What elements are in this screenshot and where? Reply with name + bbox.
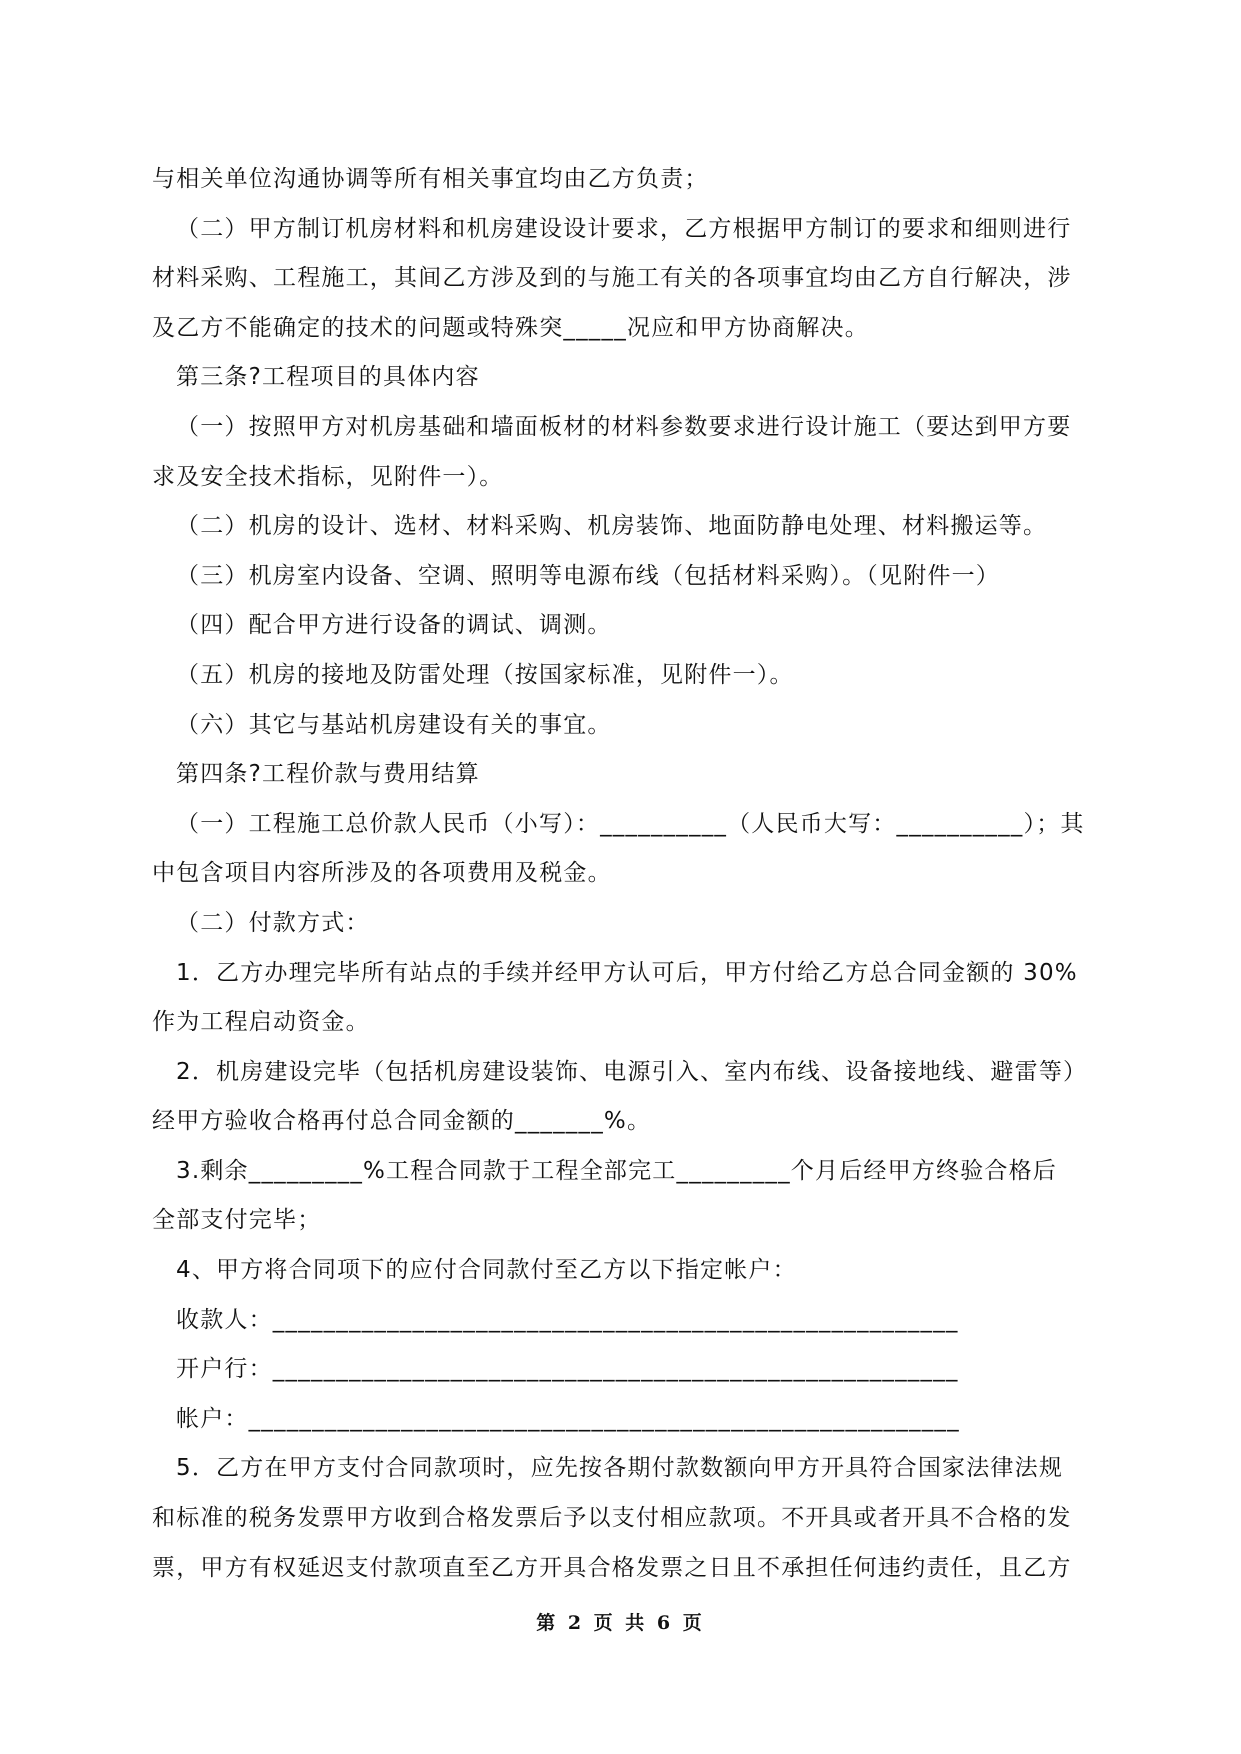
text-line: （一）按照甲方对机房基础和墙面板材的材料参数要求进行设计施工（要达到甲方要	[176, 413, 1072, 440]
text-line: （四）配合甲方进行设备的调试、调测。	[176, 612, 612, 639]
text-line: 与相关单位沟通协调等所有相关事宜均由乙方负责；	[152, 166, 709, 192]
text-line: 帐户：________________________________________________________	[176, 1405, 960, 1432]
text-line: 4、甲方将合同项下的应付合同款付至乙方以下指定帐户：	[176, 1257, 797, 1284]
page-number: 第 2 页 共 6 页	[536, 1612, 705, 1634]
text-line: 票，甲方有权延迟支付款项直至乙方开具合格发票之日且不承担任何违约责任，且乙方	[152, 1554, 1072, 1581]
text-line: 经甲方验收合格再付总合同金额的_______%。	[152, 1108, 652, 1135]
text-line: 求及安全技术指标，见附件一）。	[152, 463, 504, 490]
text-line: 中包含项目内容所涉及的各项费用及税金。	[152, 860, 612, 887]
text-line: （二）付款方式：	[176, 909, 370, 936]
contract-body	[152, 155, 1097, 1593]
text-line: 开户行：______________________________________________________	[176, 1356, 959, 1383]
text-line: 材料采购、工程施工，其间乙方涉及到的与施工有关的各项事宜均由乙方自行解决，涉	[152, 265, 1072, 292]
text-line: 2．机房建设完毕（包括机房建设装饰、电源引入、室内布线、设备接地线、避雷等）	[176, 1058, 1088, 1085]
text-line: 1．乙方办理完毕所有站点的手续并经甲方认可后，甲方付给乙方总合同金额的 30%	[176, 959, 1078, 986]
text-line: 第四条?工程价款与费用结算	[176, 761, 480, 788]
text-line: 和标准的税务发票甲方收到合格发票后予以支付相应款项。不开具或者开具不合格的发	[152, 1505, 1072, 1532]
text-line: 收款人：______________________________________________________	[176, 1306, 959, 1333]
text-line: 第三条?工程项目的具体内容	[176, 364, 480, 391]
text-line: 全部支付完毕；	[152, 1207, 322, 1234]
text-line: 作为工程启动资金。	[152, 1009, 370, 1036]
text-line: （一）工程施工总价款人民币（小写）：__________（人民币大写：__________）；其	[176, 810, 1085, 837]
text-line: （二）机房的设计、选材、材料采购、机房装饰、地面防静电处理、材料搬运等。	[176, 513, 1048, 540]
text-line: 5．乙方在甲方支付合同款项时，应先按各期付款数额向甲方开具符合国家法律法规	[176, 1455, 1064, 1482]
text-line: （五）机房的接地及防雷处理（按国家标准，见附件一）。	[176, 661, 794, 688]
text-line: （三）机房室内设备、空调、照明等电源布线（包括材料采购）。（见附件一）	[176, 562, 1000, 589]
text-line: 及乙方不能确定的技术的问题或特殊突_____况应和甲方协商解决。	[152, 314, 869, 341]
text-line: 3.剩余_________%工程合同款于工程全部完工_________个月后经甲方终验合格后	[176, 1157, 1057, 1184]
text-line: （六）其它与基站机房建设有关的事宜。	[176, 711, 612, 738]
text-line: （二）甲方制订机房材料和机房建设设计要求，乙方根据甲方制订的要求和细则进行	[176, 215, 1072, 242]
